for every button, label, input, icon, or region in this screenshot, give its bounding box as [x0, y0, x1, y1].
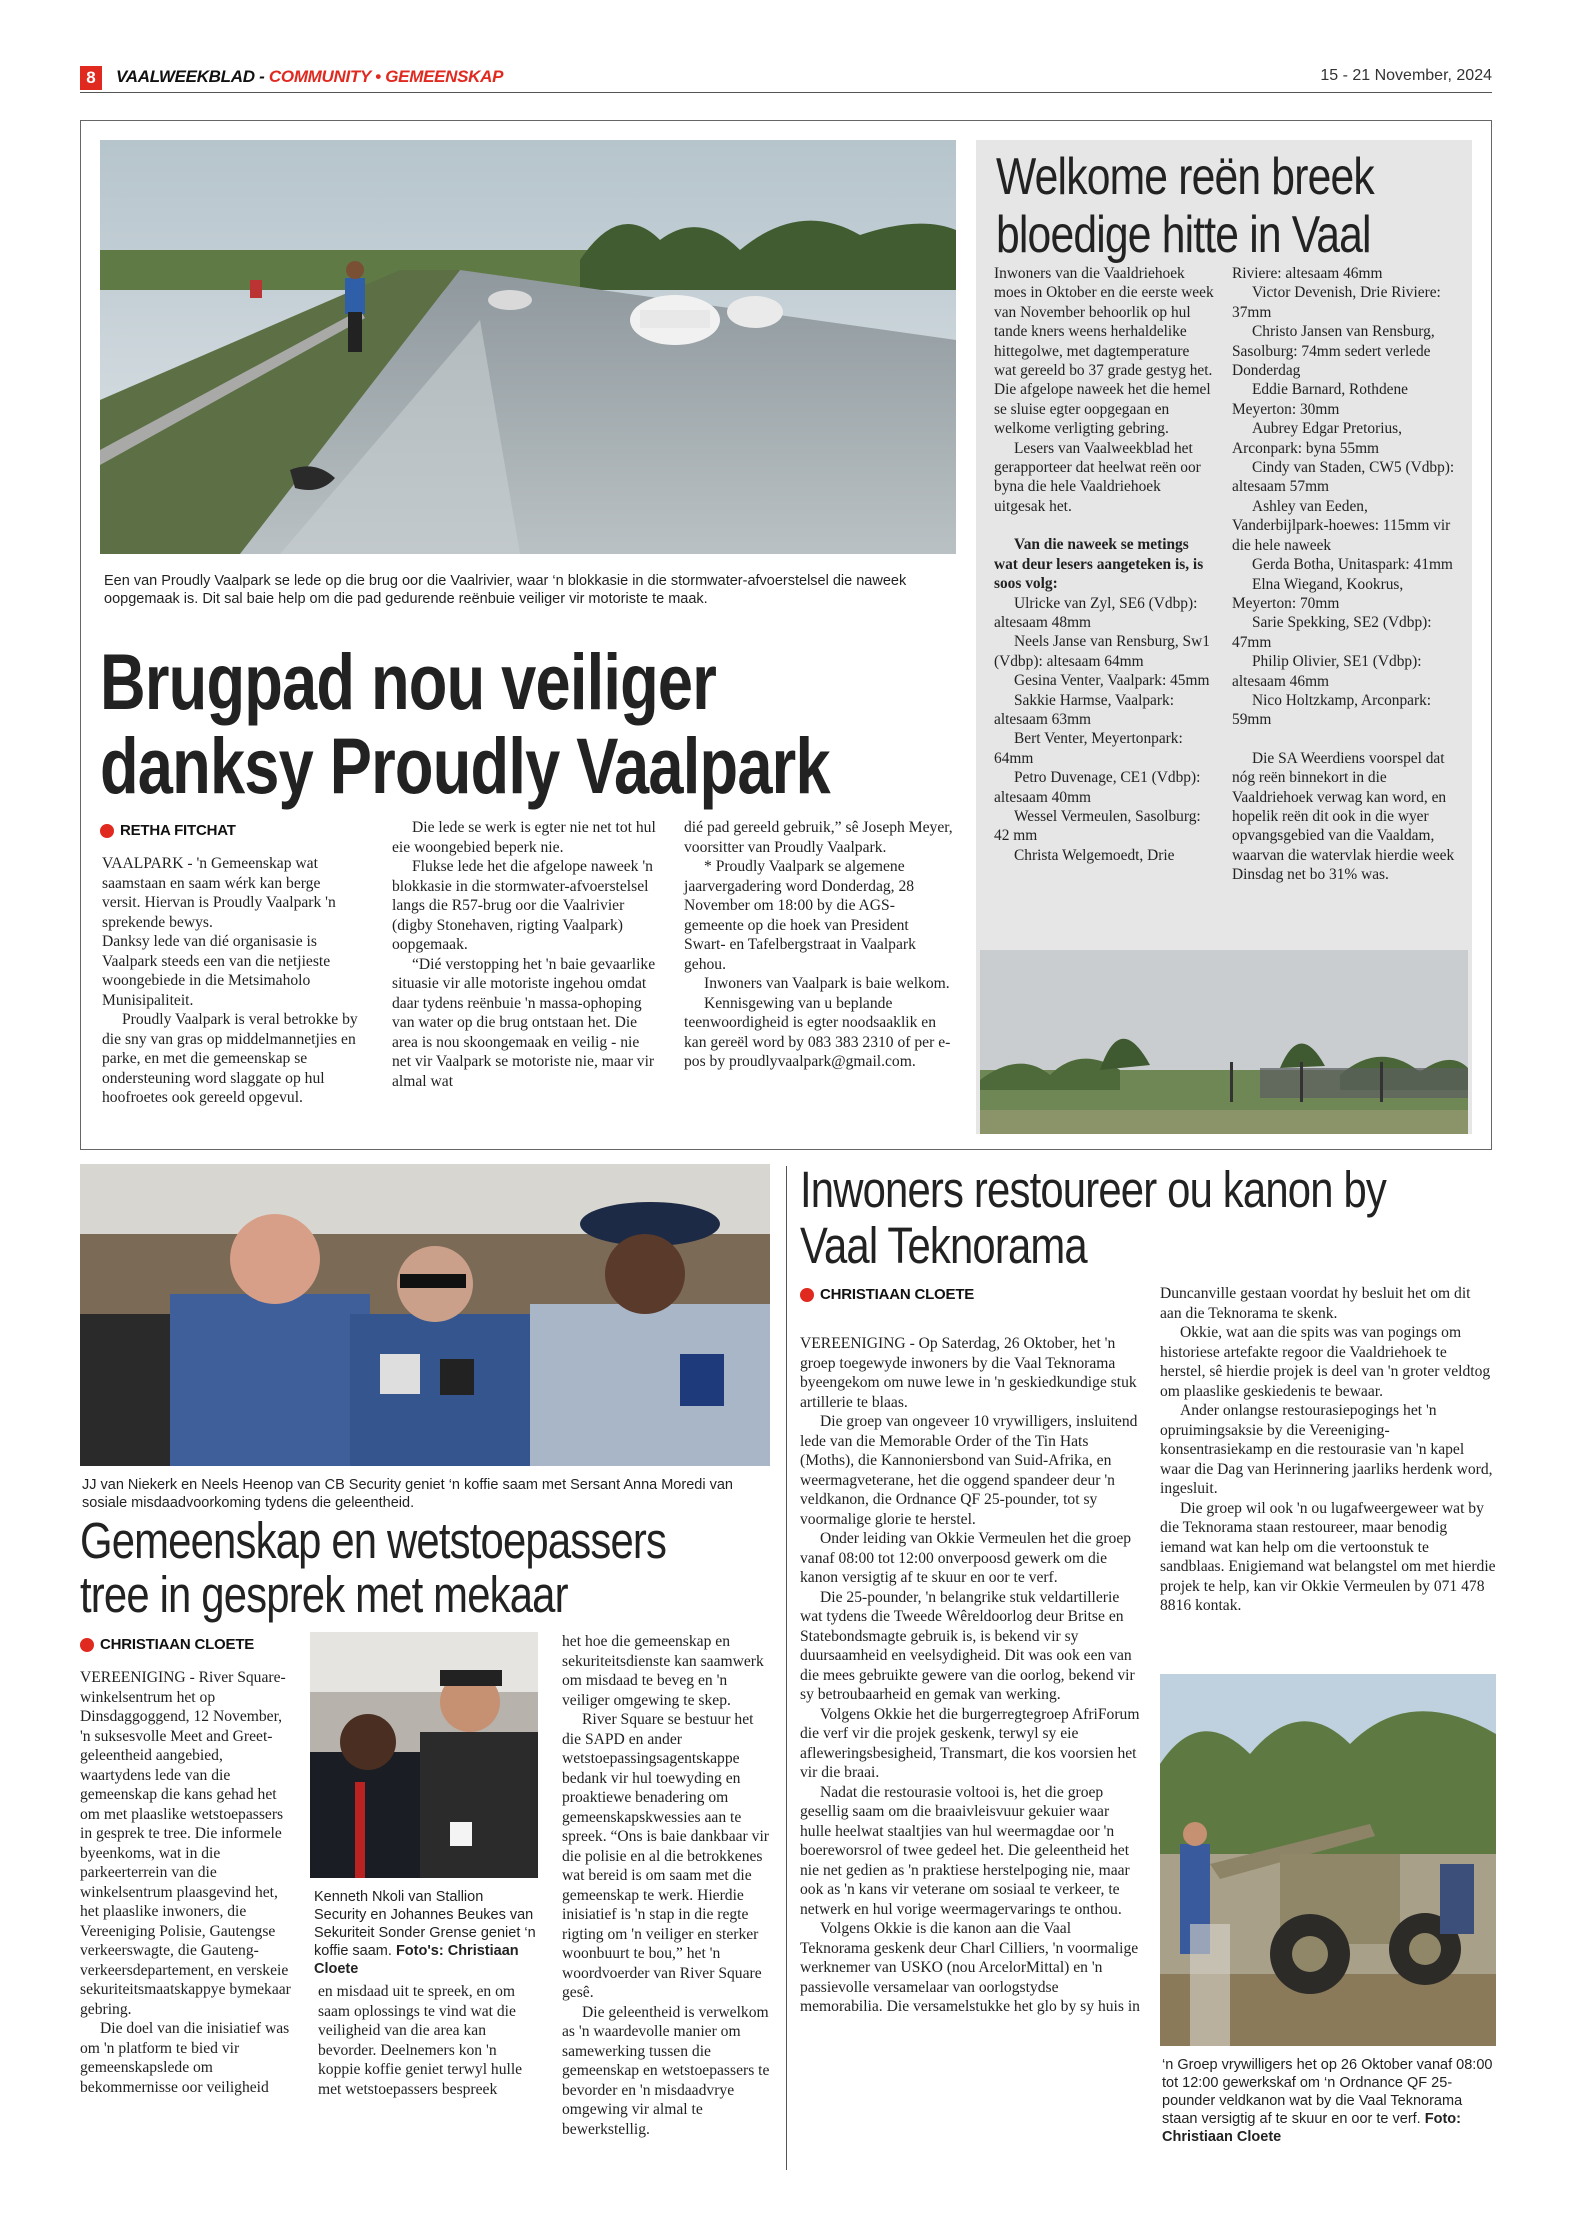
story3-byline-name: CHRISTIAAN CLOETE: [100, 1636, 255, 1653]
story4-col1: [800, 1334, 1140, 2017]
story3-col1: [80, 1668, 292, 2097]
section-community: COMMUNITY: [268, 67, 371, 86]
story1-col1-p3: Proudly Vaalpark is veral betrokke by die sny van gras op middelmannetjies en parke, en met die gemeenskap se ondersteuning word slaggate op hul hoofroetes ook gereeld opgevul.: [102, 1011, 358, 1106]
page-header: [80, 64, 1492, 94]
story3-headline: [80, 1514, 761, 1622]
two-men-caption-text: Kenneth Nkoli van Stallion Security en Johannes Beukes van Sekuriteit Sonder Grense geniet ‘n koffie saam.: [314, 1889, 536, 1959]
story1-headline-line1: Brugpad nou veiliger: [100, 637, 717, 726]
story1-byline-name: RETHA FITCHAT: [120, 822, 236, 839]
section-gemeenskap: GEMEENSKAP: [385, 67, 504, 86]
story3-col1-p2: Die doel van die inisiatief was om 'n platform te bied vir gemeenskapslede om bekommernisse oor veiligheid: [80, 2020, 290, 2096]
story4-col1-p1: VEREENIGING - Op Saterdag, 26 Oktober, het 'n groep toegewyde inwoners by die Vaal Teknorama byeengekom om nuwe lewe in 'n geskiedkundige stuk artillerie te blaas.: [800, 1335, 1137, 1411]
two-men-photo: [310, 1632, 538, 1878]
cannon-restoration-photo: [1160, 1674, 1496, 2046]
story2-reading-11: Christo Jansen van Rensburg, Sasolburg: 74mm sedert verlede Donderdag: [1232, 323, 1435, 380]
flooded-road-caption: Een van Proudly Vaalpark se lede op die brug oor die Vaalrivier, waar ‘n blokkasie in die stormwater-afvoerstelsel die naweek oopgemaak is. Dit sal baie help om die pad gedurende reënbuie veiliger vir motoriste te maak.: [104, 573, 907, 607]
flooded-road-photo: [100, 140, 956, 554]
story4-col2-p2: Okkie, wat aan die spits was van pogings om historiese artefakte regoor die Vaaldriehoek te herstel, sê hierdie projek is deel van 'n groter veldtog om plaaslike geskiedenis te bewaar.: [1160, 1324, 1491, 1400]
story2-reading-12: Eddie Barnard, Rothdene Meyerton: 30mm: [1232, 381, 1408, 418]
story1-col3-p2: * Proudly Vaalpark se algemene jaarvergadering word Donderdag, 28 November om 18:00 by die AGS-gemeente op die hoek van President Swart- en Tafelbergstraat in Vaalpark gehou.: [684, 858, 916, 973]
story2-reading-4: Sakkie Harmse, Vaalpark: altesaam 63mm: [994, 691, 1174, 728]
story1-col3: [684, 818, 954, 1072]
story3-col3-p2: River Square se bestuur het die SAPD en ander wetstoepassingsagentskappe bedank vir hul toewyding en proaktiewe benadering om gemeenskapskwessies aan te spreek. “Ons is baie dankbaar vir die polisie en al die betrokkenes wat bereid is om saam met die gemeenskap te werk. Hierdie inisiatief is 'n stap in die regte rigting om 'n veiliger en sterker woonbuurt te bou,” het 'n woordvoerder van River Square gesê.: [562, 1711, 769, 2001]
story3-headline-line1: Gemeenskap en wetstoepassers: [80, 1512, 667, 1569]
two-men-caption-credit: Foto's: Christiaan Cloete: [314, 1943, 519, 1977]
story1-col3-p1: dié pad gereeld gebruik,” sê Joseph Meyer, voorsitter van Proudly Vaalpark.: [684, 819, 953, 856]
story2-col2: [1232, 264, 1458, 885]
rainy-landscape-photo: [980, 950, 1468, 1134]
masthead: [116, 67, 503, 87]
story4-col1-p4: Die 25-pounder, 'n belangrike stuk veldartillerie wat tydens die Tweede Wêreldoorlog deur Britse en Statebondsmagte gebruik is, is bekend vir sy duursaamheid en veelsydigheid. Dit was ook een van die mees gebruikte gewere van die oorlog, bekend vir sy betroubaarheid en gemak van werking.: [800, 1588, 1135, 1703]
story1-col2-p1: Die lede se werk is egter nie net tot hul eie woongebied beperk nie.: [392, 819, 656, 856]
story1-col3-p4: Kennisgewing van u beplande teenwoordigheid is egter noodsaaklik en kan gereël word by 083 383 2310 of per e-pos by proudlyvaalpark@gmail.com.: [684, 994, 951, 1070]
story4-col1-p5: Volgens Okkie het die burgerregtegroep AfriForum die verf vir die projek geskenk, terwyl sy eie afleweringsbesigheid, Transmart, die kos voorsien het vir die braai.: [800, 1705, 1140, 1781]
story1-byline: [100, 822, 236, 839]
story2-reading-10: Victor Devenish, Drie Riviere: 37mm: [1232, 284, 1441, 321]
story2-reading-2: Neels Janse van Rensburg, Sw1 (Vdbp): altesaam 64mm: [994, 633, 1210, 670]
story2-reading-16: Gerda Botha, Unitaspark: 41mm: [1252, 556, 1453, 574]
story2-reading-15: Ashley van Eeden, Vanderbijlpark-hoewes: 115mm vir die hele naweek: [1232, 497, 1451, 554]
story4-headline-line1: Inwoners restoureer ou kanon by: [800, 1161, 1386, 1218]
masthead-sep2: •: [370, 67, 386, 86]
byline-dot-icon: [800, 1288, 814, 1302]
masthead-sep: -: [254, 67, 269, 86]
story2-reading-13: Aubrey Edgar Pretorius, Arconpark: byna 55mm: [1232, 420, 1403, 457]
story1-col2-p2: Flukse lede het die afgelope naweek 'n blokkasie in die stormwater-afvoerstelsel langs die R57-brug oor die Vaalrivier (digby Stonehaven, rigting Vaalpark) oopgemaak.: [392, 858, 653, 953]
story1-col1-p1: VAALPARK - 'n Gemeenskap wat saamstaan en saam wérk kan berge versit. Hiervan is Proudly Vaalpark 'n sprekende bewys.: [102, 855, 336, 931]
story2-reading-7: Wessel Vermeulen, Sasolburg: 42 mm: [994, 807, 1201, 845]
header-rule: [80, 92, 1492, 93]
column-divider: [786, 1166, 787, 2170]
story2-reading-14: Cindy van Staden, CW5 (Vdbp): altesaam 57mm: [1232, 459, 1455, 496]
story1-headline: [100, 637, 830, 810]
story3-col2: [318, 1982, 536, 2099]
story2-reading-19: Philip Olivier, SE1 (Vdbp): altesaam 46mm: [1232, 653, 1422, 690]
story2-reading-5: Bert Venter, Meyertonpark: 64mm: [994, 730, 1183, 767]
cannon-caption-text: ‘n Groep vrywilligers het op 26 Oktober vanaf 08:00 tot 12:00 gewerkskaf om ‘n Ordnance QF 25-pounder veldkanon wat by die Vaal Teknorama staan versigtig af te skuur en oor te verf.: [1162, 2057, 1493, 2127]
cannon-caption-credit: Foto: Christiaan Cloete: [1162, 2111, 1461, 2145]
masthead-title: VAALWEEKBLAD: [116, 67, 255, 86]
story2-reading-18: Sarie Spekking, SE2 (Vdbp): 47mm: [1232, 614, 1432, 651]
story1-col1: [102, 854, 360, 1108]
story4-byline: [800, 1286, 974, 1303]
story2-reading-9: Riviere: altesaam 46mm: [1232, 265, 1383, 282]
story2-reading-6: Petro Duvenage, CE1 (Vdbp): altesaam 40mm: [994, 769, 1201, 806]
page-number: 8: [80, 66, 102, 90]
issue-date: 15 - 21 November, 2024: [1320, 67, 1492, 84]
story2-col1-p2: Die afgelope naweek het die hemel se sluise egter oopgegaan en welkome verligting gebring.: [994, 381, 1211, 438]
story2-headline-line2: bloedige hitte in Vaal: [996, 206, 1371, 264]
story3-byline: [80, 1636, 254, 1653]
story4-col1-p3: Onder leiding van Okkie Vermeulen het die groep vanaf 08:00 tot 12:00 onverpoosd gewerk om die kanon versigtig af te skuur en oor te verf.: [800, 1530, 1132, 1586]
byline-dot-icon: [100, 824, 114, 838]
story4-byline-name: CHRISTIAAN CLOETE: [820, 1286, 975, 1303]
story3-headline-line2: tree in gesprek met mekaar: [80, 1566, 568, 1623]
people-with-coffee-photo: [80, 1164, 770, 1466]
story2-headline: [996, 148, 1455, 264]
story3-col3-p1: het hoe die gemeenskap en sekuriteitsdienste kan saamwerk om misdaad te beveg en 'n veiliger omgewing te skep.: [562, 1633, 764, 1709]
story2-col1-p1: Inwoners van die Vaaldriehoek moes in Oktober en die eerste week van November behoorlik op hul tande kners weens herhaldelike hittegolwe, met dagtemperature wat gereeld bo 37 grade gestyg het.: [994, 265, 1214, 380]
coffee-caption: JJ van Niekerk en Neels Heenop van CB Security geniet ‘n koffie saam met Sersant Anna Moredi van sosiale misdaadvoorkoming tydens die geleentheid.: [82, 1477, 733, 1511]
story1-col1-p2: Danksy lede van dié organisasie is Vaalpark steeds een van die netjieste woongebiede in die Metsimaholo Munisipaliteit.: [102, 933, 331, 1009]
story1-col3-p3: Inwoners van Vaalpark is baie welkom.: [704, 975, 950, 992]
story4-col1-p2: Die groep van ongeveer 10 vrywilligers, insluitend lede van die Memorable Order of the Tin Hats (Moths), die Kannoniersbond van Suid-Afrika, en weermagveterane, het die oggend spandeer deur 'n veldkanon, die Ordnance QF 25-pounder, tot sy voormalige glorie te herstel.: [800, 1413, 1138, 1528]
story2-bold-intro: Van die naweek se metings wat deur lesers aangeteken is, is soos volg:: [994, 536, 1204, 593]
story1-col2-p3: “Dié verstopping het 'n baie gevaarlike situasie vir alle motoriste ingehou omdat daar tydens reënbuie 'n massa-ophoping van water op die brug ontstaan het. Die area is nou skoongemaak en veilig - nie net vir Vaalpark se motoriste nie, maar vir almal wat: [392, 955, 656, 1090]
byline-dot-icon: [80, 1638, 94, 1652]
story2-col1: [994, 264, 1214, 865]
story1-col2: [392, 818, 657, 1091]
cannon-caption: [1162, 2056, 1500, 2146]
story4-col2: [1160, 1284, 1496, 1616]
story2-reading-1: Ulricke van Zyl, SE6 (Vdbp): altesaam 48mm: [994, 594, 1198, 631]
story2-col1-p3: Lesers van Vaalweekblad het gerapporteer dat heelwat reën oor byna die hele Vaaldriehoek uitgesak het.: [994, 439, 1201, 515]
story2-reading-17: Elna Wiegand, Kookrus, Meyerton: 70mm: [1232, 575, 1404, 612]
story3-col2-p1: en misdaad uit te spreek, en om saam oplossings te vind wat die veiligheid van die area kan bevorder. Deelnemers kon 'n koppie koffie geniet terwyl hulle met wetstoepassers bespreek: [318, 1983, 523, 2098]
story4-headline-line2: Vaal Teknorama: [800, 1217, 1087, 1274]
story4-col1-p6: Nadat die restourasie voltooi is, het die groep gesellig saam om die braaivleisvuur gekuier waar hulle heelwat staaltjies van hul weermagdae oor 'n boereworsrol of twee gedeel het. Die geleentheid het nie net gedien as 'n praktiese herstelpoging nie, maar ook as 'n kans vir veterane om sosiaal te verkeer, te netwerk en hul vorige weermagervarings te onthou.: [800, 1783, 1130, 1918]
story3-col1-p1: VEREENIGING - River Square-winkelsentrum het op Dinsdaggoggend, 12 November, 'n suksesvolle Meet and Greet-geleentheid aangebied, waartydens lede van die gemeenskap die kans gehad het om met plaaslike wetstoepassers in gesprek te tree. Die informele byeenkoms, wat in die parkeerterrein van die winkelsentrum plaasgevind het, het plaaslike inwoners, die Vereeniging Polisie, Gautengse verkeerswagte, die Gauteng-verkeersdepartement, en verskeie sekuriteitsmaatskappye bymekaar gebring.: [80, 1669, 291, 2018]
story2-reading-20: Nico Holtzkamp, Arconpark: 59mm: [1232, 691, 1432, 729]
story3-col3: [562, 1632, 774, 2139]
story4-col2-p1: Duncanville gestaan voordat hy besluit het om dit aan die Teknorama te skenk.: [1160, 1285, 1471, 1322]
story4-col1-p7: Volgens Okkie is die kanon aan die Vaal Teknorama geskenk deur Charl Cilliers, 'n voormalige werknemer van USKO (nou ArcelorMittal) en 'n passievolle versamelaar van oorlogstydse memorabilia. Die versamelstukke het glo by sy huis in: [800, 1920, 1140, 2015]
story2-reading-3: Gesina Venter, Vaalpark: 45mm: [1014, 672, 1210, 690]
story4-col2-p4: Die groep wil ook 'n ou lugafweergeweer wat by die Teknorama staan restoureer, maar benodig iemand wat kan help om die vertoonstuk te sandblaas. Enigiemand wat belangstel om met hierdie projek te help, kan vir Okkie Vermeulen by 071 478 8816 kontak.: [1160, 1499, 1496, 1614]
story3-col3-p3: Die geleentheid is verwelkom as 'n waardevolle manier om samewerking tussen die gemeenskap en wetstoepassers te bevorder en 'n misdaadvrye omgewing vir almal te bewerkstellig.: [562, 2003, 770, 2138]
story2-reading-8: Christa Welgemoedt, Drie: [1014, 846, 1175, 864]
story2-closing: Die SA Weerdiens voorspel dat nóg reën binnekort in die Vaaldriehoek verwag kan word, en hopelik reën dit ook in die wyer opvangsgebied van die Vaaldam, waarvan die watervlak hierdie week Dinsdag net bo 31% was.: [1232, 749, 1455, 884]
story4-headline: [800, 1162, 1481, 1274]
story1-headline-line2: danksy Proudly Vaalpark: [100, 721, 830, 810]
story4-col2-p3: Ander onlangse restourasiepogings het 'n opruimingsaksie by die Vereeniging-konsentrasiekamp en die restourasie van 'n kapel waar die Dag van Herinnering jaarliks herdenk word, ingesluit.: [1160, 1402, 1493, 1497]
two-men-caption: [314, 1888, 536, 1978]
story2-headline-line1: Welkome reën breek: [996, 148, 1374, 206]
